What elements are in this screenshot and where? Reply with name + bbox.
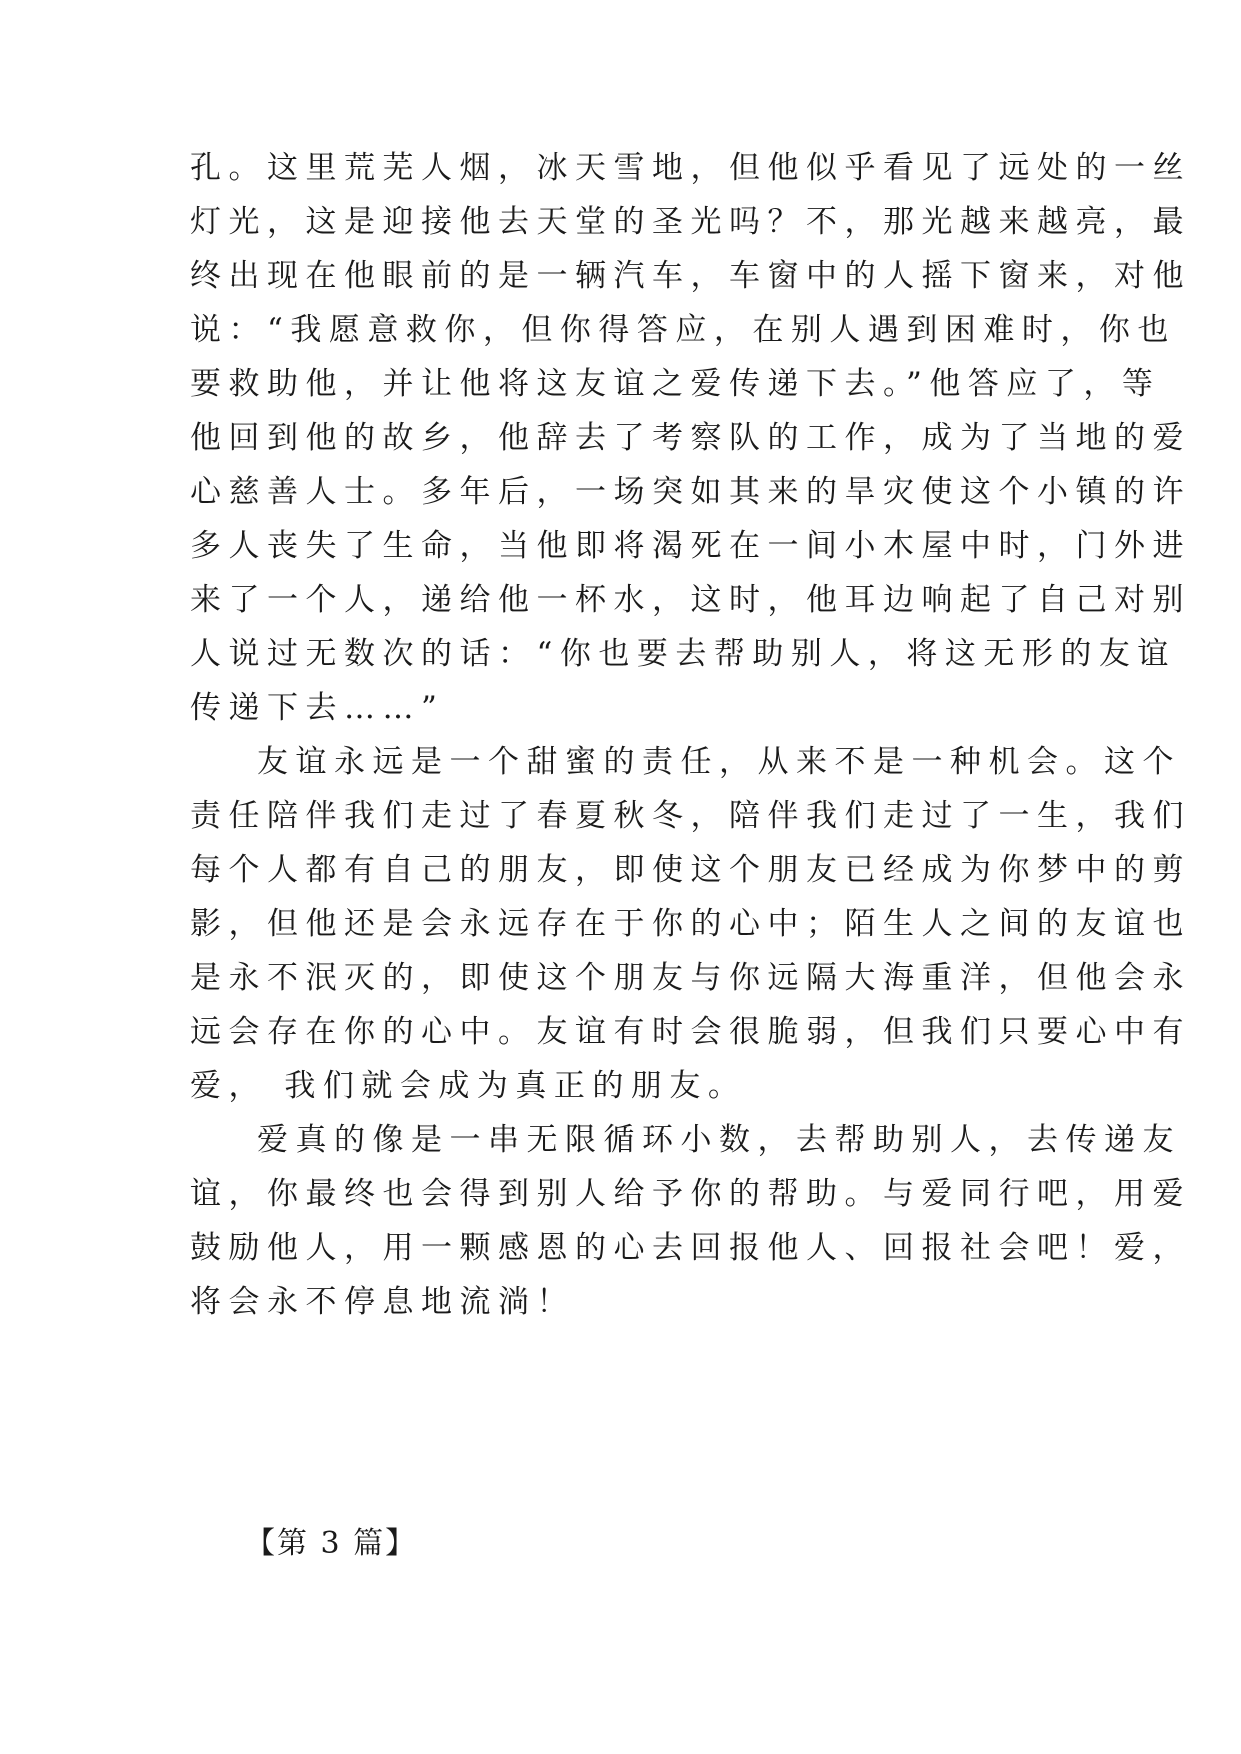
- text-line: 爱， 我们就会成为真正的朋友。: [190, 1068, 747, 1104]
- section-heading: 【第 3 篇】: [245, 1526, 418, 1561]
- text-line: 友谊永远是一个甜蜜的责任，从来不是一种机会。这个: [257, 744, 1181, 780]
- text-line: 鼓励他人，用一颗感恩的心去回报他人、回报社会吧！爱，: [190, 1230, 1191, 1266]
- text-line: 传递下去……”: [190, 690, 445, 726]
- text-line: 远会存在你的心中。友谊有时会很脆弱，但我们只要心中有: [190, 1014, 1191, 1050]
- text-line: 孔。这里荒芜人烟，冰天雪地，但他似乎看见了远处的一丝: [190, 150, 1191, 186]
- text-line: 人说过无数次的话：“你也要去帮助别人，将这无形的友谊: [190, 636, 1176, 672]
- text-line: 心慈善人士。多年后，一场突如其来的旱灾使这个小镇的许: [190, 474, 1191, 510]
- text-line: 将会永不停息地流淌！: [190, 1284, 575, 1320]
- text-line: 爱真的像是一串无限循环小数，去帮助别人，去传递友: [257, 1122, 1181, 1158]
- text-line: 是永不泯灭的，即使这个朋友与你远隔大海重洋，但他会永: [190, 960, 1191, 996]
- text-line: 责任陪伴我们走过了春夏秋冬，陪伴我们走过了一生，我们: [190, 798, 1191, 834]
- text-line: 每个人都有自己的朋友，即使这个朋友已经成为你梦中的剪: [190, 852, 1191, 888]
- text-line: 来了一个人，递给他一杯水，这时，他耳边响起了自己对别: [190, 582, 1191, 618]
- text-line: 谊，你最终也会得到别人给予你的帮助。与爱同行吧，用爱: [190, 1176, 1191, 1212]
- text-line: 说：“我愿意救你，但你得答应，在别人遇到困难时，你也: [190, 312, 1176, 348]
- text-line: 多人丧失了生命，当他即将渴死在一间小木屋中时，门外进: [190, 528, 1191, 564]
- text-line: 影，但他还是会永远存在于你的心中；陌生人之间的友谊也: [190, 906, 1191, 942]
- text-line: 灯光，这是迎接他去天堂的圣光吗？不，那光越来越亮，最: [190, 204, 1191, 240]
- text-line: 他回到他的故乡，他辞去了考察队的工作，成为了当地的爱: [190, 420, 1191, 456]
- text-line: 要救助他，并让他将这友谊之爱传递下去。”他答应了，等: [190, 366, 1161, 402]
- text-line: 终出现在他眼前的是一辆汽车，车窗中的人摇下窗来，对他: [190, 258, 1191, 294]
